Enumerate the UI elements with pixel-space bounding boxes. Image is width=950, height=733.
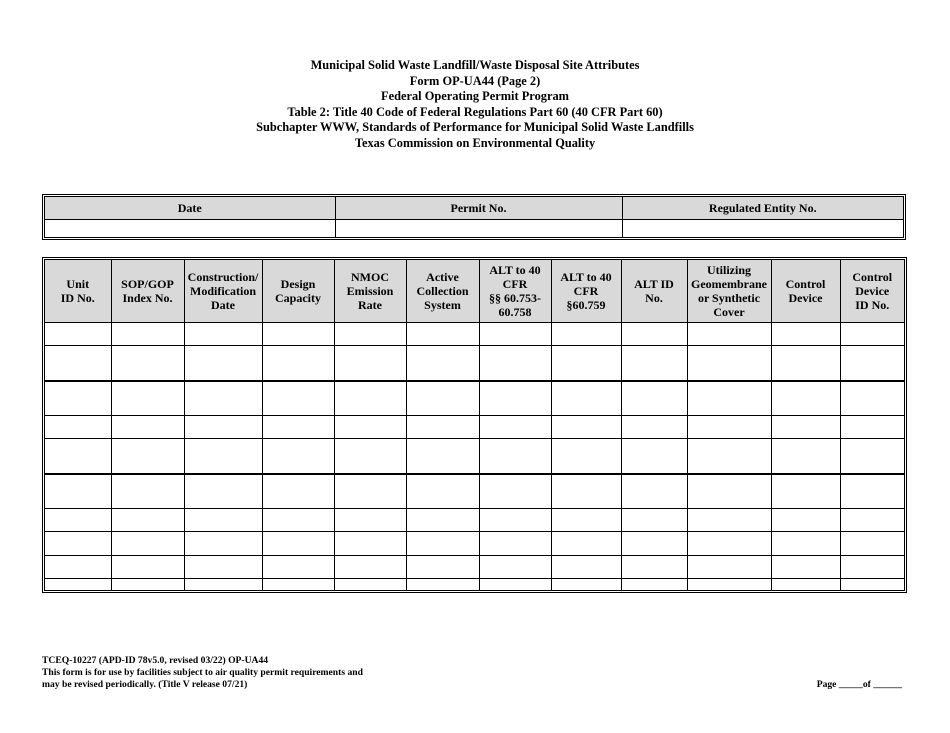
table-cell[interactable] — [687, 509, 771, 532]
footer-revision-note: may be revised periodically. (Title V release 07/21) — [42, 679, 248, 690]
column-header-active-collection-system: Active Collection System — [406, 260, 479, 323]
form-footer — [42, 655, 363, 691]
table-cell[interactable] — [45, 346, 111, 381]
table-row — [45, 439, 904, 474]
table-cell[interactable] — [479, 532, 551, 555]
column-header-control-device: Control Device — [771, 260, 840, 323]
table-cell[interactable] — [111, 474, 184, 509]
table-cell[interactable] — [45, 416, 111, 439]
table-cell[interactable] — [406, 381, 479, 416]
attributes-header-row — [45, 260, 904, 323]
table-cell[interactable] — [840, 416, 904, 439]
table-cell[interactable] — [687, 532, 771, 555]
footer-usage-note: This form is for use by facilities subject to air quality permit requirements and — [42, 667, 363, 678]
table-cell[interactable] — [406, 323, 479, 346]
table-cell[interactable] — [479, 346, 551, 381]
table-cell[interactable] — [687, 578, 771, 590]
table-cell[interactable] — [45, 323, 111, 346]
table-cell[interactable] — [262, 323, 334, 346]
table-cell[interactable] — [771, 474, 840, 509]
table-cell[interactable] — [262, 509, 334, 532]
table-cell[interactable] — [45, 381, 111, 416]
table-cell[interactable] — [621, 532, 687, 555]
table-cell[interactable] — [771, 532, 840, 555]
table-cell[interactable] — [111, 509, 184, 532]
regulated-entity-no-header: Regulated Entity No. — [622, 197, 903, 220]
table-cell[interactable] — [551, 555, 621, 578]
info-table — [45, 197, 903, 237]
table-cell[interactable] — [184, 474, 262, 509]
table-cell[interactable] — [551, 474, 621, 509]
table-cell[interactable] — [479, 416, 551, 439]
table-cell[interactable] — [111, 346, 184, 381]
regulated-entity-no-field[interactable] — [622, 220, 903, 238]
table-cell[interactable] — [551, 323, 621, 346]
table-cell[interactable] — [111, 416, 184, 439]
column-header-construction-date: Construction/ Modification Date — [184, 260, 262, 323]
header-agency: Texas Commission on Environmental Quality — [354, 135, 596, 150]
table-cell[interactable] — [621, 323, 687, 346]
header-form-id: Form OP-UA44 (Page 2) — [409, 73, 541, 88]
table-cell[interactable] — [621, 555, 687, 578]
table-cell[interactable] — [621, 416, 687, 439]
column-header-unit-id: Unit ID No. — [45, 260, 111, 323]
table-row — [45, 532, 904, 555]
table-cell[interactable] — [262, 578, 334, 590]
table-cell[interactable] — [262, 346, 334, 381]
table-cell[interactable] — [840, 532, 904, 555]
page-number-line: Page _____of ______ — [816, 679, 902, 690]
table-cell[interactable] — [45, 532, 111, 555]
table-cell[interactable] — [184, 323, 262, 346]
table-cell[interactable] — [687, 346, 771, 381]
table-cell[interactable] — [334, 555, 406, 578]
table-cell[interactable] — [771, 439, 840, 474]
table-cell[interactable] — [111, 532, 184, 555]
table-row — [45, 346, 904, 381]
table-row — [45, 555, 904, 578]
table-cell[interactable] — [262, 439, 334, 474]
table-row — [45, 323, 904, 346]
column-header-design-capacity: Design Capacity — [262, 260, 334, 323]
table-cell[interactable] — [687, 474, 771, 509]
table-cell[interactable] — [262, 381, 334, 416]
table-cell[interactable] — [45, 509, 111, 532]
table-cell[interactable] — [621, 474, 687, 509]
table-cell[interactable] — [334, 578, 406, 590]
table-cell[interactable] — [771, 555, 840, 578]
permit-no-field[interactable] — [335, 220, 622, 238]
table-cell[interactable] — [406, 474, 479, 509]
table-cell[interactable] — [334, 509, 406, 532]
table-cell[interactable] — [479, 474, 551, 509]
table-cell[interactable] — [479, 323, 551, 346]
table-cell[interactable] — [184, 346, 262, 381]
table-cell[interactable] — [406, 346, 479, 381]
table-cell[interactable] — [45, 439, 111, 474]
table-cell[interactable] — [771, 509, 840, 532]
table-cell[interactable] — [621, 509, 687, 532]
table-cell[interactable] — [262, 555, 334, 578]
table-cell[interactable] — [479, 578, 551, 590]
table-cell[interactable] — [621, 578, 687, 590]
date-field[interactable] — [45, 220, 335, 238]
table-cell[interactable] — [111, 555, 184, 578]
table-cell[interactable] — [184, 555, 262, 578]
table-cell[interactable] — [111, 578, 184, 590]
table-cell[interactable] — [184, 509, 262, 532]
table-cell[interactable] — [334, 323, 406, 346]
table-cell[interactable] — [687, 416, 771, 439]
table-cell[interactable] — [551, 381, 621, 416]
table-cell[interactable] — [840, 474, 904, 509]
table-cell[interactable] — [621, 346, 687, 381]
permit-no-header: Permit No. — [335, 197, 622, 220]
table-cell[interactable] — [687, 555, 771, 578]
table-cell[interactable] — [45, 578, 111, 590]
table-cell[interactable] — [334, 439, 406, 474]
table-cell[interactable] — [184, 439, 262, 474]
table-cell[interactable] — [406, 439, 479, 474]
table-cell[interactable] — [45, 474, 111, 509]
attributes-table — [45, 260, 904, 590]
table-row — [45, 578, 904, 590]
table-cell[interactable] — [840, 439, 904, 474]
table-cell[interactable] — [334, 381, 406, 416]
table-cell[interactable] — [840, 346, 904, 381]
header-subchapter: Subchapter WWW, Standards of Performance for Municipal Solid Waste Landfills — [256, 120, 694, 135]
table-cell[interactable] — [621, 439, 687, 474]
table-cell[interactable] — [184, 578, 262, 590]
table-row — [45, 509, 904, 532]
table-cell[interactable] — [687, 381, 771, 416]
date-header: Date — [45, 197, 335, 220]
column-header-alt-id: ALT ID No. — [621, 260, 687, 323]
table-cell[interactable] — [771, 323, 840, 346]
table-cell[interactable] — [551, 439, 621, 474]
column-header-nmoc-emission-rate: NMOC Emission Rate — [334, 260, 406, 323]
table-cell[interactable] — [771, 578, 840, 590]
table-cell[interactable] — [262, 416, 334, 439]
table-cell[interactable] — [551, 346, 621, 381]
table-cell[interactable] — [334, 474, 406, 509]
table-cell[interactable] — [551, 416, 621, 439]
table-cell[interactable] — [406, 578, 479, 590]
table-cell[interactable] — [406, 416, 479, 439]
table-row — [45, 381, 904, 416]
table-cell[interactable] — [406, 555, 479, 578]
table-cell[interactable] — [551, 532, 621, 555]
info-value-row — [45, 220, 903, 238]
table-cell[interactable] — [771, 416, 840, 439]
table-cell[interactable] — [840, 323, 904, 346]
table-cell[interactable] — [840, 555, 904, 578]
table-row — [45, 416, 904, 439]
table-cell[interactable] — [262, 474, 334, 509]
table-cell[interactable] — [111, 381, 184, 416]
attributes-table-frame — [42, 257, 907, 593]
table-cell[interactable] — [621, 381, 687, 416]
table-cell[interactable] — [184, 532, 262, 555]
column-header-alt-60753: ALT to 40 CFR §§ 60.753- 60.758 — [479, 260, 551, 323]
column-header-control-device-id: Control Device ID No. — [840, 260, 904, 323]
table-cell[interactable] — [45, 555, 111, 578]
table-cell[interactable] — [771, 346, 840, 381]
header-program: Federal Operating Permit Program — [381, 89, 569, 104]
table-cell[interactable] — [479, 555, 551, 578]
table-cell[interactable] — [840, 381, 904, 416]
table-cell[interactable] — [551, 509, 621, 532]
table-cell[interactable] — [184, 381, 262, 416]
column-header-sop-gop-index: SOP/GOP Index No. — [111, 260, 184, 323]
header-title: Municipal Solid Waste Landfill/Waste Disposal Site Attributes — [310, 58, 640, 72]
table-row — [45, 474, 904, 509]
info-table-frame — [42, 194, 906, 240]
table-cell[interactable] — [406, 509, 479, 532]
table-cell[interactable] — [479, 381, 551, 416]
footer-form-number: TCEQ-10227 (APD-ID 78v5.0, revised 03/22) OP-UA44 — [42, 655, 269, 666]
table-cell[interactable] — [334, 532, 406, 555]
table-cell[interactable] — [184, 416, 262, 439]
table-cell[interactable] — [687, 439, 771, 474]
table-cell[interactable] — [334, 346, 406, 381]
table-cell[interactable] — [262, 532, 334, 555]
form-header — [0, 58, 950, 152]
table-cell[interactable] — [111, 439, 184, 474]
table-cell[interactable] — [687, 323, 771, 346]
table-cell[interactable] — [111, 323, 184, 346]
column-header-alt-60759: ALT to 40 CFR §60.759 — [551, 260, 621, 323]
header-table-title: Table 2: Title 40 Code of Federal Regulations Part 60 (40 CFR Part 60) — [287, 104, 663, 119]
table-cell[interactable] — [840, 509, 904, 532]
attributes-table-body — [45, 323, 904, 591]
table-cell[interactable] — [840, 578, 904, 590]
table-cell[interactable] — [334, 416, 406, 439]
info-header-row — [45, 197, 903, 220]
table-cell[interactable] — [479, 509, 551, 532]
column-header-geomembrane-cover: Utilizing Geomembrane or Synthetic Cover — [687, 260, 771, 323]
table-cell[interactable] — [551, 578, 621, 590]
table-cell[interactable] — [406, 532, 479, 555]
table-cell[interactable] — [771, 381, 840, 416]
table-cell[interactable] — [479, 439, 551, 474]
